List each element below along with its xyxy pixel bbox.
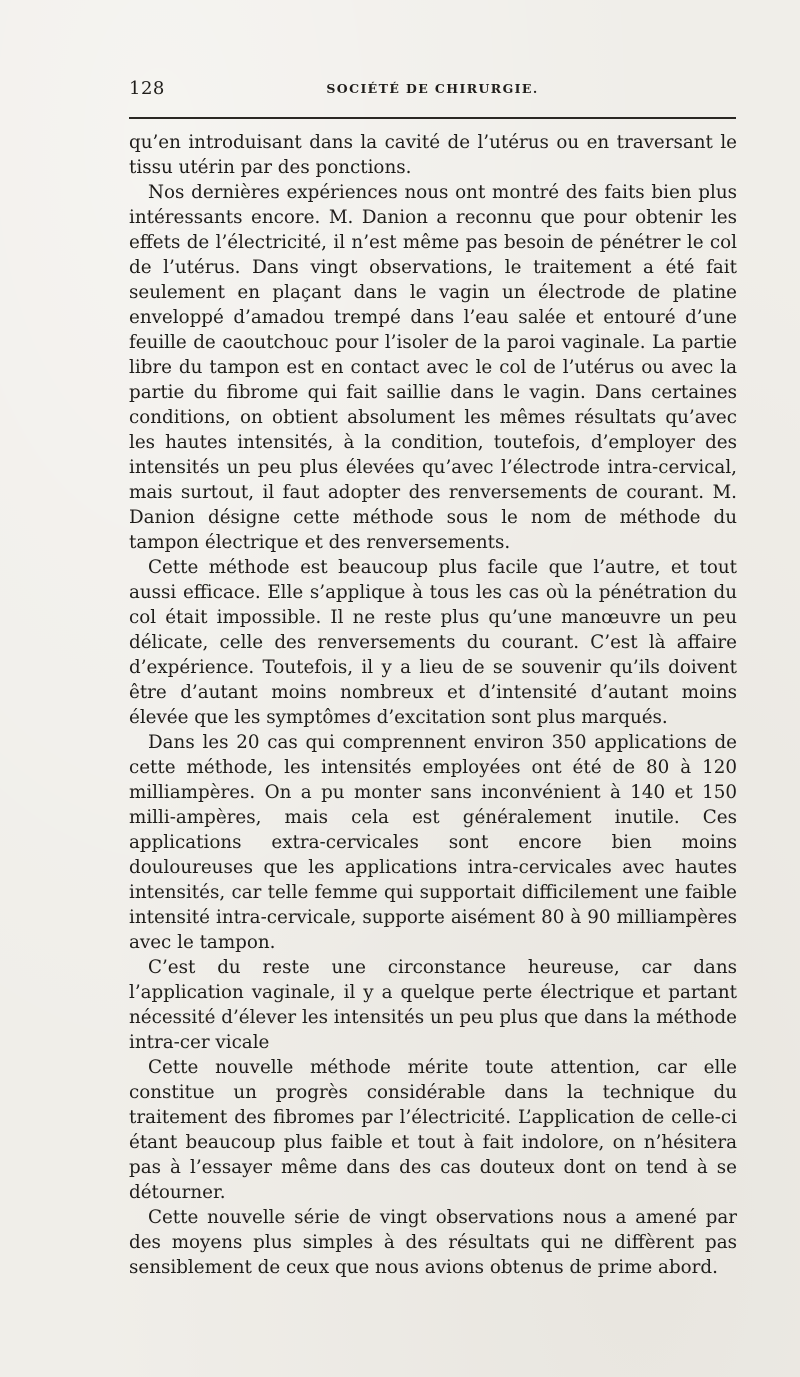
- paragraph: Cette méthode est beaucoup plus facile que l’autre, et tout aussi efficace. Elle s’applique à tous les cas où la pénétration du col était impossible. Il ne reste plus qu’une manœuvre un peu délicate, celle des renversements du courant. C’est là affaire d’expérience. Toutefois, il y a lieu de se souvenir qu’ils doivent être d’autant moins nombreux et d’intensité d’autant moins élevée que les symptômes d’excitation sont plus marqués.: [129, 557, 737, 728]
- paragraph: Nos dernières expériences nous ont montré des faits bien plus intéressants encore. M. Danion a reconnu que pour obtenir les effets de l’électricité, il n’est même pas besoin de pénétrer le col de l’utérus. Dans vingt observations, le traitement a été fait seulement en plaçant dans le vagin un électrode de platine enveloppé d’amadou trempé dans l’eau salée et entouré d’une feuille de caoutchouc pour l’isoler de la paroi vaginale. La partie libre du tampon est en contact avec le col de l’utérus ou avec la partie du fibrome qui fait saillie dans le vagin. Dans certaines conditions, on obtient absolument les mêmes résultats qu’avec les hautes intensités, à la condition, toutefois, d’employer des intensités un peu plus élevées qu’avec l’électrode intra-cervical, mais surtout, il faut adopter des renversements de courant. M. Danion désigne cette méthode sous le nom de méthode du tampon électrique et des renversements.: [129, 182, 737, 553]
- paragraph: Cette nouvelle série de vingt observations nous a amené par des moyens plus simples à des résultats qui ne diffèrent pas sensiblement de ceux que nous avions obtenus de prime abord.: [129, 1207, 737, 1278]
- running-title: SOCIÉTÉ DE CHIRURGIE.: [326, 81, 539, 96]
- body-text: [129, 130, 737, 1280]
- header-rule: [129, 117, 736, 119]
- paragraph: qu’en introduisant dans la cavité de l’utérus ou en traversant le tissu utérin par des ponctions.: [129, 132, 737, 178]
- page-header: [129, 78, 736, 100]
- paragraph: Dans les 20 cas qui comprennent environ 350 applications de cette méthode, les intensités employées ont été de 80 à 120 milliampères. On a pu monter sans inconvénient à 140 et 150 milli-ampères, mais cela est généralement inutile. Ces applications extra-cervicales sont encore bien moins douloureuses que les applications intra-cervicales avec hautes intensités, car telle femme qui supportait difficilement une faible intensité intra-cervicale, supporte aisément 80 à 90 milliampères avec le tampon.: [129, 732, 737, 953]
- page-number: 128: [129, 78, 165, 99]
- paragraph: C’est du reste une circonstance heureuse, car dans l’application vaginale, il y a quelque perte électrique et partant nécessité d’élever les intensités un peu plus que dans la méthode intra-cer vicale: [129, 957, 737, 1053]
- paragraph: Cette nouvelle méthode mérite toute attention, car elle constitue un progrès considérable dans la technique du traitement des fibromes par l’électricité. L’application de celle-ci étant beaucoup plus faible et tout à fait indolore, on n’hésitera pas à l’essayer même dans des cas douteux dont on tend à se détourner.: [129, 1057, 737, 1203]
